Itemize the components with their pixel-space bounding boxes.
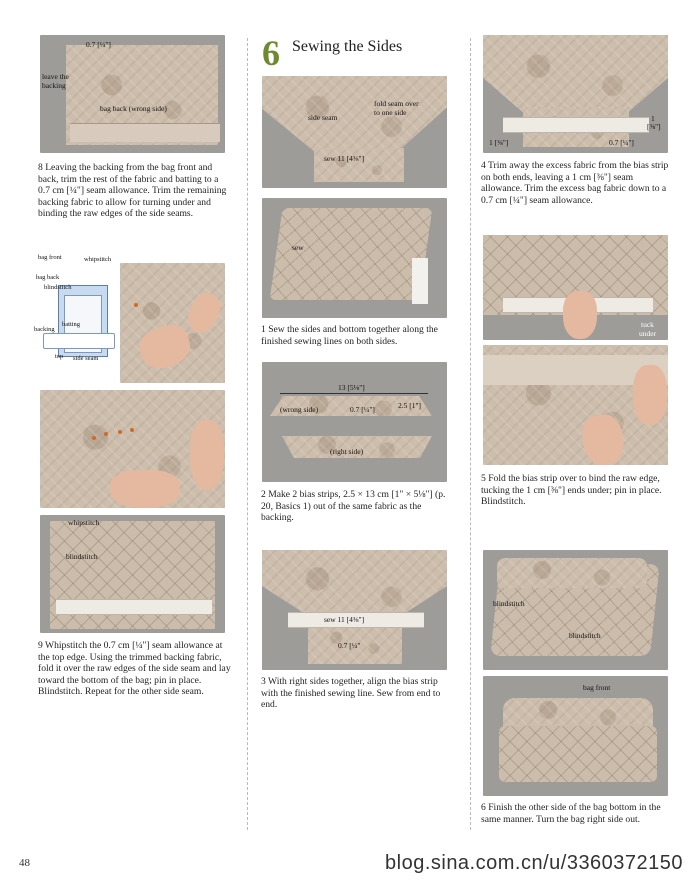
label-07-c: 0.7 [¼"] bbox=[609, 138, 634, 147]
caption-step9: 9 Whipstitch the 0.7 cm [¼"] seam allowance at the top edge. Using the trimmed backing fabric, fold it over the raw edges of the side seam and lay toward the bottom of the bag; pin in place. Blindstitch. Repeat for the other side seam. bbox=[38, 640, 231, 698]
caption-step8: 8 Leaving the backing from the bag front and back, trim the rest of the fabric and batting to a 0.7 cm [¼"] seam allowance. Trim the remaining backing fabric to allow for turning under and binding the raw edges of the side seams. bbox=[38, 162, 227, 220]
photo-pinning-seam bbox=[40, 390, 225, 508]
label-1-b: 1 bbox=[651, 114, 655, 123]
diagram-label-bag-back: bag back bbox=[36, 274, 60, 281]
label-sew-11: sew 11 [4⅜"] bbox=[324, 154, 365, 163]
photo-step4 bbox=[483, 35, 668, 153]
photo-step8 bbox=[40, 35, 225, 153]
photo-bias-strips bbox=[262, 362, 447, 482]
label-bag-front: bag front bbox=[583, 683, 611, 692]
label-fold-seam-over: fold seam over bbox=[374, 99, 419, 108]
diagram-label-whipstitch: whipstitch bbox=[84, 256, 112, 263]
label-measure-07: 0.7 [¼"] bbox=[86, 40, 111, 49]
label-07: 0.7 [¼"] bbox=[350, 405, 375, 414]
page-number: 48 bbox=[19, 857, 30, 869]
photo-tuck-under bbox=[483, 235, 668, 340]
diagram-label-backing: backing bbox=[34, 326, 55, 333]
label-backing: backing bbox=[42, 81, 66, 90]
label-wrong-side: (wrong side) bbox=[280, 405, 319, 414]
label-tuck: tuck bbox=[641, 320, 654, 329]
caption-mid-step2: 2 Make 2 bias strips, 2.5 × 13 cm [1" × 5⅛"] (p. 20, Basics 1) out of the same fabric as the backing. bbox=[261, 489, 446, 524]
photo-step3 bbox=[262, 550, 447, 670]
label-blindstitch-1: blindstitch bbox=[493, 599, 525, 608]
photo-binding-hands bbox=[483, 345, 668, 465]
label-bag-back-wrong-side: bag back (wrong side) bbox=[100, 104, 167, 113]
label-leave-the: leave the bbox=[42, 72, 69, 81]
diagram-label-bag-front: bag front bbox=[38, 254, 62, 261]
label-13cm: 13 [5⅛"] bbox=[338, 383, 365, 392]
diagram-label-blindstitch: blindstitch bbox=[44, 284, 72, 291]
photo-step1-bag bbox=[262, 198, 447, 318]
label-1cm-a: 1 [⅜"] bbox=[489, 138, 509, 147]
photo-step1-top bbox=[262, 76, 447, 188]
diagram-label-side-seam: side seam bbox=[73, 355, 99, 362]
label-25: 2.5 [1"] bbox=[398, 401, 422, 410]
label-whipstitch: whipstitch bbox=[68, 518, 100, 527]
photo-finished-bag bbox=[483, 676, 668, 796]
watermark: blog.sina.com.cn/u/3360372150 bbox=[385, 852, 684, 874]
section-number: 6 bbox=[262, 33, 280, 73]
caption-right-step4: 4 Trim away the excess fabric from the bias strip on both ends, leaving a 1 cm [⅜"] seam allowance. Trim the excess bag fabric down to a 0.7 cm [¼"] seam allowance. bbox=[481, 160, 669, 206]
label-under: under bbox=[639, 329, 657, 338]
diagram-label-batting: batting bbox=[62, 321, 81, 328]
caption-right-step6: 6 Finish the other side of the bag bottom in the same manner. Turn the bag right side out. bbox=[481, 802, 661, 825]
label-right-side: (right side) bbox=[330, 447, 364, 456]
column-divider-right bbox=[470, 38, 471, 830]
label-blindstitch: blindstitch bbox=[66, 552, 98, 561]
photo-blindstitch-bag bbox=[483, 550, 668, 670]
caption-right-step5: 5 Fold the bias strip over to bind the raw edge, tucking the 1 cm [⅜"] ends under; pin in place. Blindstitch. bbox=[481, 473, 662, 508]
photo-step9 bbox=[40, 515, 225, 633]
label-07-b: 0.7 [¼" bbox=[338, 641, 361, 650]
label-to-one-side: to one side bbox=[374, 108, 407, 117]
diagram-side-seam bbox=[34, 254, 118, 365]
column-divider-left bbox=[247, 38, 248, 830]
label-sew: sew bbox=[292, 243, 304, 252]
section-title: Sewing the Sides bbox=[292, 38, 403, 55]
caption-mid-step1: 1 Sew the sides and bottom together along the finished sewing lines on both sides. bbox=[261, 324, 438, 347]
label-blindstitch-2: blindstitch bbox=[569, 631, 601, 640]
diagram-label-top: top bbox=[55, 353, 64, 360]
label-side-seam: side seam bbox=[308, 113, 338, 122]
label-38-c: [⅜"] bbox=[647, 122, 661, 131]
caption-mid-step3: 3 With right sides together, align the bias strip with the finished sewing line. Sew from end to end. bbox=[261, 676, 441, 711]
label-sew-11-b: sew 11 [4⅜"] bbox=[324, 615, 365, 624]
photo-whipstitch-hands bbox=[120, 263, 225, 383]
